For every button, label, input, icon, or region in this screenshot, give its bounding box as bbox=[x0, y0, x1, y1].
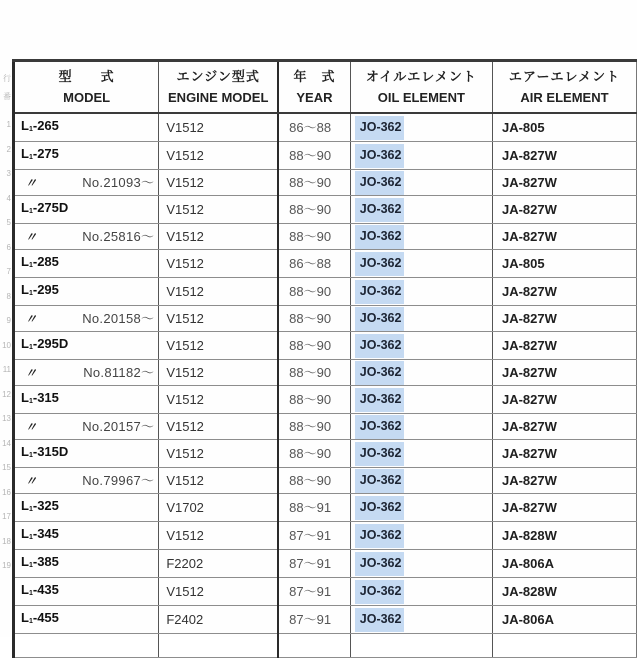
cell-engine-model: V1512 bbox=[159, 386, 278, 414]
ditto-mark: 〃 bbox=[25, 311, 38, 326]
cell-oil-element bbox=[350, 578, 492, 606]
cell-year: 88～90 bbox=[278, 468, 350, 494]
cell-air-element: JA-827W bbox=[492, 196, 636, 224]
cell-year: 87～91 bbox=[278, 606, 350, 634]
row-number: 5 bbox=[6, 218, 11, 227]
header-model bbox=[14, 61, 159, 114]
ditto-mark: 〃 bbox=[25, 419, 38, 434]
header-engine-jp: エンジン型式 bbox=[176, 69, 260, 84]
cell-year: 88～90 bbox=[278, 170, 350, 196]
table-row bbox=[14, 386, 637, 414]
table-row bbox=[14, 414, 637, 440]
cell-air-element: JA-827W bbox=[492, 306, 636, 332]
oil-element-highlight: JO-362 bbox=[355, 580, 405, 604]
model-name: $L_1-295$ bbox=[21, 282, 59, 297]
oil-element-highlight: JO-362 bbox=[355, 116, 405, 140]
cell-engine-model: F2202 bbox=[159, 550, 278, 578]
header-air-en: AIR ELEMENT bbox=[520, 90, 609, 105]
cell-year: 88～90 bbox=[278, 278, 350, 306]
cell-model bbox=[14, 306, 159, 332]
header-model-en: MODEL bbox=[63, 90, 111, 105]
row-number: 16 bbox=[2, 487, 11, 497]
ditto-mark: 〃 bbox=[25, 365, 38, 380]
cell-model bbox=[14, 606, 159, 634]
ditto-mark: 〃 bbox=[25, 229, 38, 244]
empty-cell bbox=[350, 634, 492, 658]
cell-air-element: JA-827W bbox=[492, 224, 636, 250]
oil-element-highlight: JO-362 bbox=[355, 608, 405, 632]
cell-oil-element bbox=[350, 522, 492, 550]
cell-engine-model: V1512 bbox=[159, 278, 278, 306]
cell-year: 88～90 bbox=[278, 360, 350, 386]
table-row bbox=[14, 170, 637, 196]
cell-engine-model: V1512 bbox=[159, 578, 278, 606]
cell-year: 88～90 bbox=[278, 386, 350, 414]
table-row bbox=[14, 113, 637, 142]
cell-oil-element bbox=[350, 250, 492, 278]
empty-cell bbox=[14, 634, 159, 658]
oil-element-highlight: JO-362 bbox=[355, 144, 405, 168]
cell-air-element: JA-827W bbox=[492, 414, 636, 440]
cell-year: 88～90 bbox=[278, 224, 350, 250]
cell-oil-element bbox=[350, 278, 492, 306]
cell-air-element: JA-806A bbox=[492, 550, 636, 578]
cell-oil-element bbox=[350, 414, 492, 440]
cell-model bbox=[14, 468, 159, 494]
cell-oil-element bbox=[350, 306, 492, 332]
cell-model bbox=[14, 196, 159, 224]
cell-air-element: JA-827W bbox=[492, 332, 636, 360]
table-row bbox=[14, 494, 637, 522]
oil-element-highlight: JO-362 bbox=[355, 552, 405, 576]
model-name: $L_1-435$ bbox=[21, 582, 59, 597]
cell-model bbox=[14, 250, 159, 278]
serial-range: No.21093～ bbox=[82, 174, 155, 190]
cell-oil-element bbox=[350, 440, 492, 468]
cell-engine-model: V1702 bbox=[159, 494, 278, 522]
header-air-jp: エアーエレメント bbox=[508, 69, 621, 84]
row-number: 11 bbox=[2, 365, 11, 374]
cell-engine-model: V1512 bbox=[159, 522, 278, 550]
oil-element-highlight: JO-362 bbox=[355, 198, 405, 222]
empty-cell bbox=[278, 634, 350, 658]
oil-element-highlight: JO-362 bbox=[355, 415, 405, 439]
header-engine bbox=[159, 61, 278, 114]
cell-air-element: JA-805 bbox=[492, 250, 636, 278]
cell-oil-element bbox=[350, 224, 492, 250]
cell-oil-element bbox=[350, 468, 492, 494]
cell-oil-element bbox=[350, 142, 492, 170]
cell-engine-model: V1512 bbox=[159, 468, 278, 494]
table-row-partial bbox=[14, 634, 637, 658]
cell-engine-model: V1512 bbox=[159, 332, 278, 360]
cell-model bbox=[14, 386, 159, 414]
cell-year: 88～90 bbox=[278, 440, 350, 468]
empty-cell bbox=[492, 634, 636, 658]
cell-model bbox=[14, 414, 159, 440]
oil-element-highlight: JO-362 bbox=[355, 280, 405, 304]
model-name: $L_1-275D$ bbox=[21, 200, 69, 215]
row-number: 13 bbox=[2, 414, 11, 423]
cell-engine-model: V1512 bbox=[159, 250, 278, 278]
table-row bbox=[14, 468, 637, 494]
cell-year: 88～90 bbox=[278, 414, 350, 440]
oil-element-highlight: JO-362 bbox=[355, 334, 405, 358]
header-oil-jp: オイルエレメント bbox=[365, 69, 477, 84]
row-number: 17 bbox=[2, 512, 11, 521]
oil-element-highlight: JO-362 bbox=[355, 388, 405, 412]
cell-engine-model: V1512 bbox=[159, 360, 278, 386]
cell-year: 87～91 bbox=[278, 578, 350, 606]
oil-element-highlight: JO-362 bbox=[355, 442, 405, 466]
cell-oil-element bbox=[350, 332, 492, 360]
cell-model bbox=[14, 278, 159, 306]
oil-element-highlight: JO-362 bbox=[355, 496, 405, 520]
cell-model bbox=[14, 360, 159, 386]
table-row bbox=[14, 306, 637, 332]
header-year-jp: 年 式 bbox=[293, 69, 336, 84]
cell-year: 88～90 bbox=[278, 196, 350, 224]
cell-air-element: JA-828W bbox=[492, 578, 636, 606]
cell-model bbox=[14, 170, 159, 196]
cell-year: 87～91 bbox=[278, 522, 350, 550]
cell-model bbox=[14, 440, 159, 468]
header-side-mark: 行 bbox=[3, 74, 11, 83]
cell-engine-model: V1512 bbox=[159, 306, 278, 332]
header-year bbox=[278, 61, 350, 114]
serial-range: No.20158～ bbox=[82, 310, 155, 326]
serial-range: No.81182～ bbox=[83, 364, 155, 380]
table-row bbox=[14, 550, 637, 578]
header-oil-element bbox=[350, 61, 492, 114]
cell-air-element: JA-805 bbox=[492, 113, 636, 142]
row-number: 14 bbox=[2, 438, 11, 448]
model-name: $L_1-265$ bbox=[21, 118, 59, 133]
model-name: $L_1-325$ bbox=[21, 498, 59, 513]
model-name: $L_1-295D$ bbox=[21, 336, 69, 351]
cell-oil-element bbox=[350, 360, 492, 386]
oil-element-highlight: JO-362 bbox=[355, 252, 405, 276]
table-row bbox=[14, 142, 637, 170]
cell-engine-model: V1512 bbox=[159, 414, 278, 440]
oil-element-highlight: JO-362 bbox=[355, 524, 405, 548]
header-side-mark: 番 bbox=[3, 92, 11, 101]
cell-air-element: JA-827W bbox=[492, 440, 636, 468]
cell-oil-element bbox=[350, 606, 492, 634]
ditto-mark: 〃 bbox=[25, 175, 38, 190]
row-number: 19 bbox=[2, 561, 11, 570]
cell-model bbox=[14, 224, 159, 250]
cell-oil-element bbox=[350, 550, 492, 578]
cell-model bbox=[14, 550, 159, 578]
cell-air-element: JA-828W bbox=[492, 522, 636, 550]
table-body bbox=[14, 113, 637, 658]
cell-engine-model: V1512 bbox=[159, 224, 278, 250]
row-number: 9 bbox=[6, 316, 11, 325]
row-number: 15 bbox=[2, 463, 11, 472]
cell-year: 88～90 bbox=[278, 142, 350, 170]
cell-air-element: JA-827W bbox=[492, 386, 636, 414]
cell-engine-model: V1512 bbox=[159, 170, 278, 196]
cell-year: 86～88 bbox=[278, 113, 350, 142]
oil-element-highlight: JO-362 bbox=[355, 469, 405, 493]
cell-air-element: JA-827W bbox=[492, 142, 636, 170]
ditto-mark: 〃 bbox=[25, 473, 38, 488]
row-number: 12 bbox=[2, 389, 11, 399]
cell-oil-element bbox=[350, 386, 492, 414]
oil-element-highlight: JO-362 bbox=[355, 307, 405, 331]
header-engine-en: ENGINE MODEL bbox=[168, 90, 269, 105]
table-header-row bbox=[14, 61, 637, 114]
table-row bbox=[14, 224, 637, 250]
oil-element-highlight: JO-362 bbox=[355, 171, 405, 195]
header-model-jp: 型 式 bbox=[58, 69, 115, 84]
model-name: $L_1-275$ bbox=[21, 146, 59, 161]
cell-year: 88～90 bbox=[278, 306, 350, 332]
table-row bbox=[14, 250, 637, 278]
cell-air-element: JA-827W bbox=[492, 278, 636, 306]
model-name: $L_1-345$ bbox=[21, 526, 59, 541]
model-name: $L_1-315D$ bbox=[21, 444, 69, 459]
model-name: $L_1-285$ bbox=[21, 254, 59, 269]
cell-oil-element bbox=[350, 113, 492, 142]
row-number: 4 bbox=[6, 193, 11, 203]
cell-engine-model: V1512 bbox=[159, 142, 278, 170]
oil-element-highlight: JO-362 bbox=[355, 225, 405, 249]
row-number: 18 bbox=[2, 536, 11, 546]
cell-oil-element bbox=[350, 170, 492, 196]
table-row bbox=[14, 440, 637, 468]
oil-element-highlight: JO-362 bbox=[355, 361, 405, 385]
cell-model bbox=[14, 578, 159, 606]
cell-oil-element bbox=[350, 196, 492, 224]
empty-cell bbox=[159, 634, 278, 658]
row-number: 6 bbox=[6, 242, 11, 252]
row-number: 8 bbox=[6, 291, 11, 301]
model-name: $L_1-315$ bbox=[21, 390, 59, 405]
table-row bbox=[14, 522, 637, 550]
cell-air-element: JA-827W bbox=[492, 170, 636, 196]
table-row bbox=[14, 278, 637, 306]
cell-model bbox=[14, 142, 159, 170]
cell-year: 86～88 bbox=[278, 250, 350, 278]
cell-model bbox=[14, 113, 159, 142]
cell-model bbox=[14, 522, 159, 550]
cell-year: 88～91 bbox=[278, 494, 350, 522]
header-air-element bbox=[492, 61, 636, 114]
header-oil-en: OIL ELEMENT bbox=[377, 90, 465, 105]
table-row bbox=[14, 606, 637, 634]
serial-range: No.25816～ bbox=[82, 228, 155, 244]
cell-air-element: JA-827W bbox=[492, 468, 636, 494]
model-name: $L_1-385$ bbox=[21, 554, 59, 569]
row-number: 3 bbox=[6, 169, 11, 178]
cell-year: 88～90 bbox=[278, 332, 350, 360]
row-number: 1 bbox=[6, 120, 11, 129]
table-row bbox=[14, 196, 637, 224]
model-name: $L_1-455$ bbox=[21, 610, 59, 625]
header-year-en: YEAR bbox=[296, 90, 333, 105]
cell-oil-element bbox=[350, 494, 492, 522]
cell-engine-model: V1512 bbox=[159, 196, 278, 224]
cell-engine-model: V1512 bbox=[159, 440, 278, 468]
table-row bbox=[14, 332, 637, 360]
cell-air-element: JA-806A bbox=[492, 606, 636, 634]
cell-air-element: JA-827W bbox=[492, 494, 636, 522]
cell-air-element: JA-827W bbox=[492, 360, 636, 386]
serial-range: No.79967～ bbox=[82, 472, 155, 488]
cell-engine-model: F2402 bbox=[159, 606, 278, 634]
row-number: 10 bbox=[2, 340, 11, 350]
filter-compatibility-table bbox=[12, 59, 637, 658]
cell-model bbox=[14, 332, 159, 360]
cell-model bbox=[14, 494, 159, 522]
cell-year: 87～91 bbox=[278, 550, 350, 578]
row-number: 2 bbox=[6, 144, 11, 154]
cell-engine-model: V1512 bbox=[159, 113, 278, 142]
row-number: 7 bbox=[6, 267, 11, 276]
table-row bbox=[14, 360, 637, 386]
serial-range: No.20157～ bbox=[82, 418, 155, 434]
table-row bbox=[14, 578, 637, 606]
